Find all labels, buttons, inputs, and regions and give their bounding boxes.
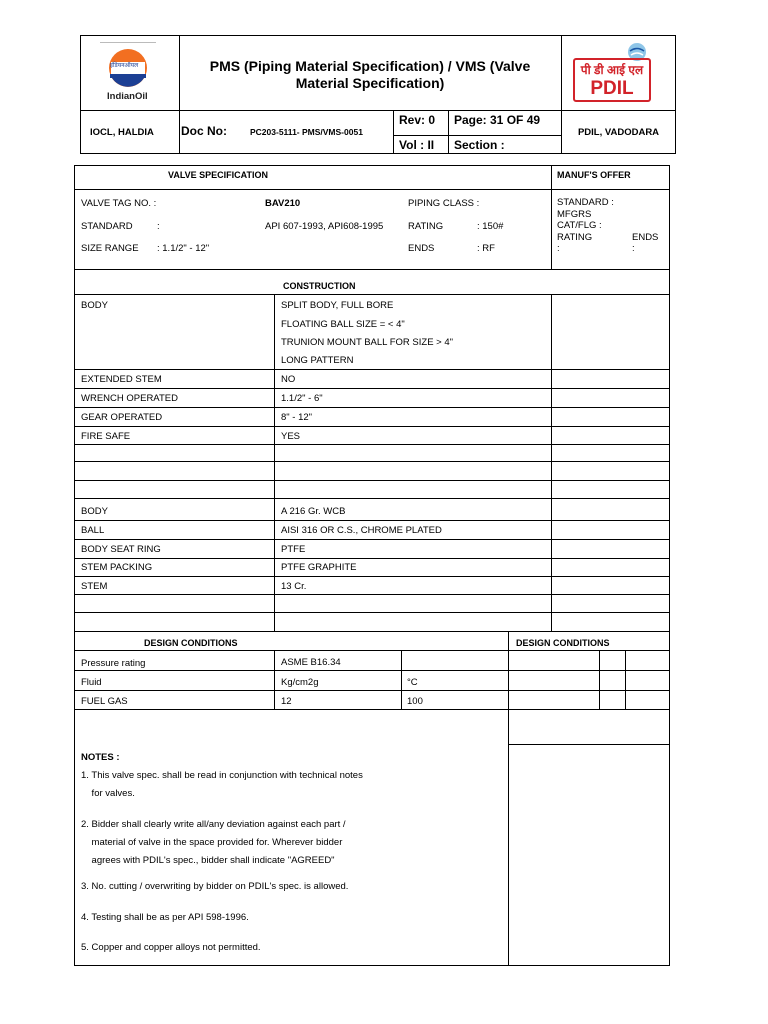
- construction-row-label: WRENCH OPERATED: [81, 393, 178, 404]
- design-divider: [508, 631, 509, 965]
- design-conditions-title-left: DESIGN CONDITIONS: [144, 638, 238, 648]
- row-line: [74, 444, 670, 445]
- row-line: [74, 670, 670, 671]
- construction-title: CONSTRUCTION: [283, 281, 356, 291]
- row-line: [74, 650, 670, 651]
- design-cell: Pressure rating: [81, 658, 146, 669]
- valve-tag-label: VALVE TAG NO. :: [81, 198, 157, 209]
- construction-body-label: BODY: [81, 300, 108, 311]
- pdil-hindi-text: पी डी आई एल: [580, 63, 644, 77]
- row-line: [74, 426, 670, 427]
- construction-body-line-3: TRUNION MOUNT BALL FOR SIZE > 4": [281, 337, 454, 348]
- notes-line: agrees with PDIL's spec., bidder shall indicate "AGREED": [81, 855, 335, 866]
- construction-body-line-2: FLOATING BALL SIZE = < 4": [281, 319, 405, 330]
- header-divider-vol: [393, 135, 561, 136]
- row-line: [74, 558, 670, 559]
- row-line: [74, 498, 670, 499]
- rating-value: : 150#: [477, 221, 504, 232]
- table-left-border: [74, 165, 75, 965]
- material-row-label: BALL: [81, 525, 105, 536]
- design-col-divider-1: [274, 650, 275, 709]
- notes-line: for valves.: [81, 788, 135, 799]
- valve-spec-title: VALVE SPECIFICATION: [168, 170, 269, 180]
- row-line: [74, 576, 670, 577]
- manuf-standard: STANDARD :: [557, 197, 614, 208]
- manuf-rating: RATING: [557, 232, 593, 243]
- material-row-value: 13 Cr.: [281, 581, 307, 592]
- pdil-logo: [571, 42, 655, 104]
- table-right-border: [669, 165, 670, 965]
- notes-line: 4. Testing shall be as per API 598-1996.: [81, 912, 249, 923]
- row-line: [74, 594, 670, 595]
- material-row-value: PTFE: [281, 544, 306, 555]
- design-col-divider-3: [599, 650, 600, 709]
- construction-col-divider-2: [551, 294, 552, 631]
- vol-value: Vol : II: [399, 138, 435, 152]
- manuf-offer-title: MANUF'S OFFER: [557, 170, 631, 180]
- construction-row-label: FIRE SAFE: [81, 431, 131, 442]
- indianoil-logo: [100, 42, 156, 102]
- notes-line: material of valve in the space provided for. Wherever bidder: [81, 837, 343, 848]
- row-line: [74, 709, 670, 710]
- row-line: [74, 369, 670, 370]
- valve-tag-value: BAV210: [265, 198, 301, 209]
- piping-class-label: PIPING CLASS :: [408, 198, 480, 209]
- design-cell: 12: [281, 696, 292, 707]
- row-line: [74, 480, 670, 481]
- row-line: [74, 388, 670, 389]
- rev-value: Rev: 0: [399, 113, 436, 127]
- material-row-label: BODY: [81, 506, 108, 517]
- section-value: Section :: [454, 138, 505, 152]
- manuf-ends: ENDS: [632, 232, 659, 243]
- document-title-line1: PMS (Piping Material Specification) / VMS (Valve: [209, 58, 531, 74]
- row-line: [74, 631, 670, 632]
- standard-label: STANDARD: [81, 221, 133, 232]
- doc-no-label: Doc No:: [181, 124, 227, 138]
- header-divider-left: [179, 35, 180, 154]
- notes-line: 2. Bidder shall clearly write all/any deviation against each part /: [81, 819, 346, 830]
- page-value: Page: 31 OF 49: [454, 113, 541, 127]
- design-cell: Fluid: [81, 677, 102, 688]
- material-row-label: STEM PACKING: [81, 562, 153, 573]
- design-cell: ASME B16.34: [281, 657, 341, 668]
- row-line: [74, 612, 670, 613]
- indianoil-logo-text: IndianOil: [107, 91, 148, 102]
- construction-row-label: GEAR OPERATED: [81, 412, 163, 423]
- material-row-label: STEM: [81, 581, 108, 592]
- table-bottom-border: [74, 965, 670, 966]
- header-divider-page: [448, 110, 449, 154]
- row-line: [74, 539, 670, 540]
- construction-body-line-1: SPLIT BODY, FULL BORE: [281, 300, 394, 311]
- material-row-label: BODY SEAT RING: [81, 544, 161, 555]
- notes-line: 1. This valve spec. shall be read in conjunction with technical notes: [81, 770, 363, 781]
- construction-row-value: NO: [281, 374, 296, 385]
- table-top-border: [74, 165, 670, 166]
- material-row-value: A 216 Gr. WCB: [281, 506, 346, 517]
- valve-spec-title-line: [74, 189, 670, 190]
- document-title-line2: Material Specification): [295, 75, 445, 91]
- doc-no-value: PC203-5111- PMS/VMS-0051: [250, 127, 363, 137]
- design-col-divider-2: [401, 650, 402, 709]
- standard-colon: :: [157, 221, 160, 232]
- construction-row-label: EXTENDED STEM: [81, 374, 162, 385]
- construction-row-value: 8" - 12": [281, 412, 313, 423]
- row-line: [74, 407, 670, 408]
- row-line: [74, 690, 670, 691]
- construction-row-value: YES: [281, 431, 301, 442]
- consultant-name: PDIL, VADODARA: [577, 127, 660, 138]
- logo-rule: [100, 42, 156, 43]
- design-col-divider-4: [625, 650, 626, 709]
- indianoil-hindi-text: इंडियनऑयल: [110, 63, 139, 69]
- row-line: [74, 461, 670, 462]
- header-divider-mid: [80, 110, 676, 111]
- material-row-value: AISI 316 OR C.S., CHROME PLATED: [281, 525, 442, 536]
- construction-row-value: 1.1/2" - 6": [281, 393, 323, 404]
- client-name: IOCL, HALDIA: [90, 127, 154, 138]
- manuf-offer-divider: [551, 165, 552, 269]
- row-line: [508, 744, 670, 745]
- ends-label: ENDS: [408, 243, 435, 254]
- construction-title-line: [74, 294, 670, 295]
- material-row-value: PTFE GRAPHITE: [281, 562, 357, 573]
- manuf-ends-colon: :: [632, 243, 635, 254]
- notes-line: 3. No. cutting / overwriting by bidder on PDIL's spec. is allowed.: [81, 881, 349, 892]
- manuf-rating-colon: :: [557, 243, 560, 254]
- pdil-logo-text: PDIL: [590, 78, 634, 99]
- rating-label: RATING: [408, 221, 444, 232]
- header-divider-rev: [393, 110, 394, 154]
- construction-body-line-4: LONG PATTERN: [281, 355, 354, 366]
- design-cell: FUEL GAS: [81, 696, 128, 707]
- valve-spec-bottom-line: [74, 269, 670, 270]
- design-cell: °C: [407, 677, 418, 688]
- standard-value: API 607-1993, API608-1995: [265, 221, 384, 232]
- ends-value: : RF: [477, 243, 495, 254]
- design-cell: Kg/cm2g: [281, 677, 319, 688]
- size-range-value: : 1.1/2" - 12": [157, 243, 210, 254]
- manuf-catflg: CAT/FLG :: [557, 220, 602, 231]
- design-conditions-title-right: DESIGN CONDITIONS: [516, 638, 610, 648]
- manuf-mfgrs: MFGRS: [557, 209, 592, 220]
- notes-title: NOTES :: [81, 752, 120, 763]
- size-range-label: SIZE RANGE: [81, 243, 139, 254]
- notes-line: 5. Copper and copper alloys not permitted.: [81, 942, 261, 953]
- row-line: [74, 520, 670, 521]
- construction-col-divider-1: [274, 294, 275, 631]
- design-cell: 100: [407, 696, 423, 707]
